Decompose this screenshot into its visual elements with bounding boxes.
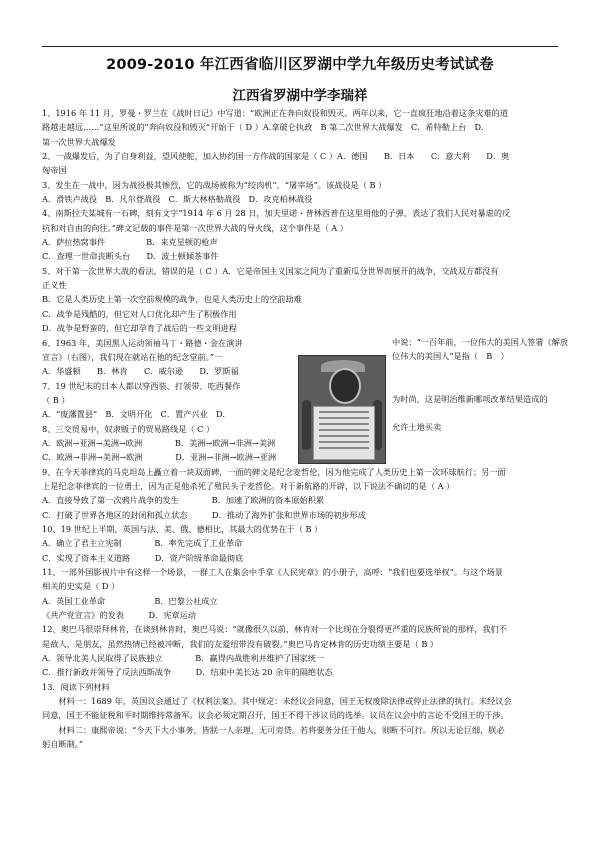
text-line: 是敌人，是朋友，虽然热情已经被冲断，我们的友爱纽带没有破裂。”奥巴马肯定林肯的历史功绩主要是（ B ） <box>42 638 439 649</box>
text-line: C．战争是残酷的，但它对人口优化却产生了积极作用 <box>42 308 237 319</box>
text-line: 4、南斯拉夫某城有一石碑，刻有文字“1914 年 6 月 28 日，加夫里诺・普林西普在这里用他的子弹，表达了我们人民对暴虐的反 <box>42 208 511 219</box>
text-line: 路越走越远……”这里所说的“奔向奴役和毁灭”开始于（ D ）A.拿破仑执政 B 第二次世界大战爆发 C．希特勒上台 D． <box>42 122 490 133</box>
text-line: 13．阅读下列材料 <box>42 681 110 692</box>
text-line: 2、一战爆发后，为了自身利益，望风使舵，加入协约国一方作战的国家是（ C ）A．德国 B．日本 C．意大利 D．奥 <box>42 151 510 162</box>
text-line: A．萨拉热窝事件 B．来克星顿的枪声 <box>42 237 218 248</box>
text-line: 8、三交贸易中，奴隶贩子的贸易路线是（ C ） <box>42 423 215 434</box>
text-line: 正义性 <box>42 280 67 291</box>
text-line: A．“废藩置县” B．文明开化 C．置产兴业 D． <box>42 409 231 420</box>
text-line: A．领导北美人民取得了民族独立 B．赢得内战胜利并维护了国家统一 <box>42 653 325 664</box>
text-line: 11、一部外国影视片中有这样一个场景，一群工人在集会中手拿《人民宪章》的小册子，高呼：“我们也要选举权”。与这个场景 <box>42 567 503 577</box>
text-line: C．欧洲→非洲→美洲→欧洲 D．亚洲→非洲→欧洲→亚洲 <box>42 452 277 463</box>
q6-side-text-1: 中说：“一百年前，一位伟大的美国人签署《解放 <box>392 337 569 347</box>
text-line: 上是纪念菲律宾的一位勇士，因为正是他杀死了殖民头子麦哲伦。对于新航路的开辟，以下说法不确切的是（ A ） <box>42 480 455 491</box>
text-line: 3、发生在一战中，因为战役极其惨烈，它的战场被称为“绞肉机”、“屠宰场”。该战役是（ B ） <box>42 179 387 190</box>
text-line: A．滑铁卢战役 B．凡尔登战役 C．斯大林格勒战役 D．攻克柏林战役 <box>42 194 313 205</box>
text-line: C．实现了资本主义道路 D．资产阶级革命最彻底 <box>42 552 244 563</box>
q7-side-text-2: 允许土地买卖 <box>392 422 442 432</box>
text-line: 7、19 世纪末的日本人都以穿西装、打领带、吃西餐作 <box>42 380 241 391</box>
text-line: A．确立了君主立宪制 B．率先完成了工业革命 <box>42 538 243 549</box>
text-line: 9、在今天菲律宾的马克坦岛上矗立着一块双面碑，一面的碑文是纪念麦哲伦，因为他完成了人类历史上第一次环球航行；另一面 <box>42 466 506 477</box>
text-line: （ B ） <box>42 394 70 405</box>
document-icon <box>313 406 375 460</box>
author-line: 江西省罗湖中学李瑞祥 <box>232 88 368 104</box>
figure-left-icon <box>302 400 311 450</box>
text-line: 1、1916 年 11 月，罗曼・罗兰在《战时日记》中写道：“欧洲正在奔向奴役和毁灭。两年以来，它一直疯狂地沿着这条灾难的道 <box>42 108 509 118</box>
text-line: 躬自断制。” <box>42 739 84 750</box>
text-line: 材料二：康熙帝说：“今天下大小事务，皆朕一人亲理，无可旁贷。若将要务分任于他人，则断不可行。所以无论巨细，朕必 <box>42 724 505 735</box>
text-line: D．战争是野蛮的，但它却孕育了战后的一些文明进程 <box>42 323 237 334</box>
text-line: C．推行新政并领导了反法西斯战争 D．结束中美长达 20 余年的隔绝状态 <box>42 667 333 678</box>
text-line: A．华盛顿 B．林肯 C．威尔逊 D．罗斯福 <box>42 366 239 377</box>
text-line: 5、对于第一次世界大战的看法，错误的是（ C ）A．它是帝国主义国家之间为了重新瓜分世界而展开的战争，交战双方都没有 <box>42 265 499 276</box>
text-line: B．它是人类历史上第一次空前规模的战争，也是人类历史上的空前劫难 <box>42 294 302 305</box>
q6-side-text-2: 位伟大的美国人”是指（ B ） <box>392 351 509 361</box>
text-line: A．欧洲→亚洲→美洲→欧洲 B．美洲→欧洲→非洲→美洲 <box>42 437 276 448</box>
text-line: 《共产党宣言》的发表 D．宪章运动 <box>42 610 196 621</box>
lincoln-emancipation-image <box>298 355 386 464</box>
q7-side-text-1: 为时尚，这是明治维新哪项改革结果造成的 <box>392 394 548 404</box>
text-line: C．查理一世命丧断头台 D．波士顿倾茶事件 <box>42 251 219 262</box>
text-line: C．打破了世界各地区的封闭和孤立状态 D．推动了海外扩张和世界市场的初步形成 <box>42 509 366 520</box>
page-title: 2009-2010 年江西省临川区罗湖中学九年级历史考试试卷 <box>106 57 494 73</box>
text-line: 抗和对自由的向往。”碑文记载的事件是第一次世界大战的导火线，这个事件是（ A ） <box>42 222 348 233</box>
text-line: A．直接导致了第一次鸦片战争的发生 B．加速了欧洲的资本原始积累 <box>42 495 325 506</box>
portrait-icon <box>329 368 361 404</box>
text-line: 同意，国王不能征税和平时期维持常备军。议会必须定期召开，国王不得干涉议员的选举。议员在议会中的言论不受国王的干涉。 <box>42 710 509 721</box>
text-line: 10、19 世纪上半期，英国与法、美、俄、德相比，其最大的优势在于（ B ） <box>42 523 323 534</box>
text-line: 宣言》（右图），我们现在就站在他的纪念堂前。”一 <box>42 351 223 362</box>
top-rule <box>42 46 558 47</box>
text-line: 匈帝国 <box>42 165 67 176</box>
text-line: 材料一：1689 年，英国议会通过了《权利法案》。其中规定：未经议会同意，国王无权废除法律或停止法律的执行。未经议会 <box>42 696 512 707</box>
text-line: 第一次世界大战爆发 <box>42 136 116 147</box>
text-line: 12、奥巴马很崇拜林肯，在谈到林肯时，奥巴马说：“就像很久以前，林肯对一个比现在分裂得更严重的民族所说的那样，我们不 <box>42 624 507 635</box>
text-line: A．英国工业革命 B．巴黎公社成立 <box>42 595 218 606</box>
text-line: 相关的史实是（ D ） <box>42 581 120 592</box>
text-line: 6、1963 年，美国黑人运动领袖马丁・路德・金在演讲 <box>42 337 243 348</box>
